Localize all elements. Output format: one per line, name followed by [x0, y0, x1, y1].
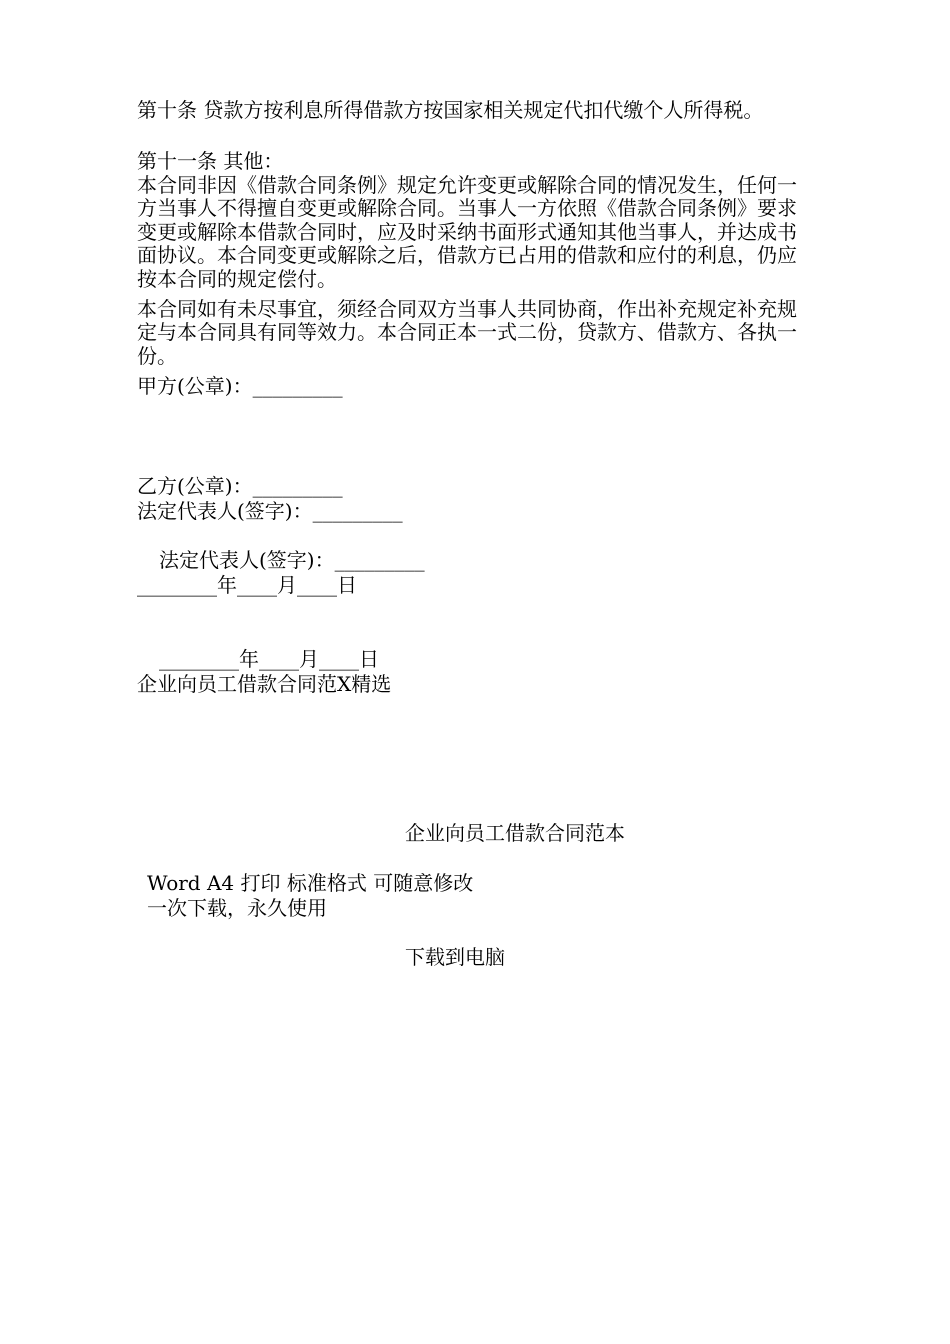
article-10-text: 第十条 贷款方按利息所得借款方按国家相关规定代扣代缴个人所得税。: [137, 98, 764, 122]
article-11-paragraph-1: 本合同非因《借款合同条例》规定允许变更或解除合同的情况发生，任何一方当事人不得擅自变更或解除合同。当事人一方依照《借款合同条例》要求变更或解除本借款合同时，应及时采纳书面形式通知其他当事人，并达成书面协议。本合同变更或解除之后，借款方已占用的借款和应付的利息，仍应按本合同的规定偿付。: [137, 173, 797, 291]
article-11-paragraph-2: 本合同如有未尽事宜，须经合同双方当事人共同协商，作出补充规定补充规定与本合同具有同等效力。本合同正本一式二份，贷款方、借款方、各执一份。: [137, 297, 797, 368]
party-b-seal-line: 乙方(公章)：_________: [137, 474, 343, 498]
footer-document-title: 企业向员工借款合同范X精选: [137, 672, 392, 696]
article-11-heading: 第十一条 其他：: [137, 149, 284, 173]
date-line-1: ________年____月____日: [137, 573, 357, 597]
download-to-computer-link[interactable]: 下载到电脑: [405, 945, 505, 969]
promo-title: 企业向员工借款合同范本: [405, 821, 625, 845]
legal-representative-signature-1: 法定代表人(签字)：_________: [137, 499, 403, 523]
date-line-2: ________年____月____日: [159, 647, 379, 671]
promo-features: Word A4 打印 标准格式 可随意修改: [147, 871, 474, 895]
party-a-seal-line: 甲方(公章)：_________: [137, 374, 343, 398]
promo-usage: 一次下载，永久使用: [147, 896, 327, 920]
legal-representative-signature-2: 法定代表人(签字)：_________: [159, 548, 425, 572]
